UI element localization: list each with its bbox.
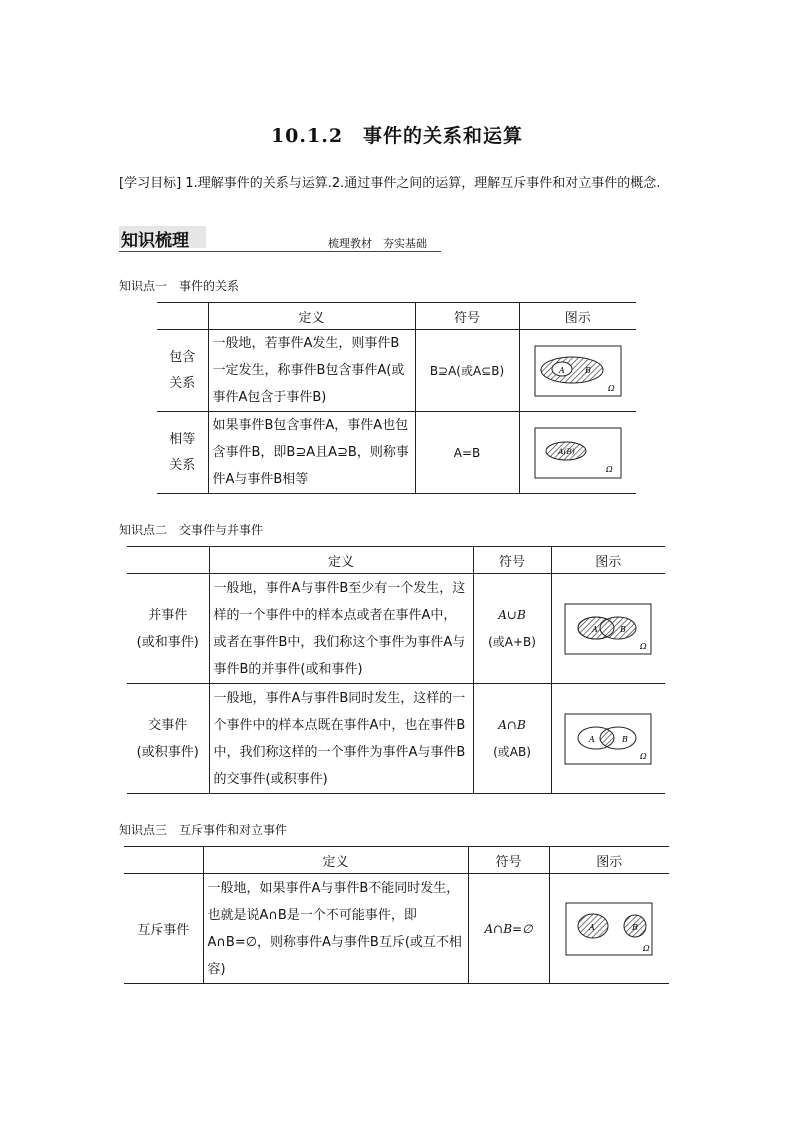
venn-intersection-diagram [564,713,652,765]
venn-label-b: B [584,365,591,375]
kp2-row1-sym [473,574,551,684]
kp3-table [124,846,669,984]
kp1-row2-sym: A=B [415,412,519,494]
kp2-row1-fig [551,574,665,684]
kp2-row1-name [127,574,209,684]
kp3-row1-name: 互斥事件 [124,874,203,984]
kp2-row1-sym-alt: (或A+B) [488,634,536,649]
venn-label-a: A [589,734,596,744]
venn-union-diagram [564,603,652,655]
goal-tag: [学习目标] [119,176,182,191]
kp2-header-fig: 图示 [551,547,665,574]
kp1-row1-fig [519,330,636,412]
kp1-row1-sym: B⊇A(或A⊆B) [415,330,519,412]
venn-disjoint-diagram [565,902,653,956]
kp1-row1-def: 一般地，若事件A发生，则事件B一定发生，称事件B包含事件A(或事件A包含于事件B) [208,330,415,412]
kp2-row2-sym-alt: (或AB) [493,744,531,759]
kp2-row1-sym-main: A∪B [498,607,526,622]
venn-label-omega: Ω [643,943,650,953]
page-title: 10.1.2 事件的关系和运算 [270,125,524,147]
kp2-header-sym: 符号 [473,547,551,574]
venn-label-b: B [622,734,629,744]
kp2-row2-name [127,684,209,794]
kp3-row1-fig [549,874,669,984]
venn-label-ab: A(B) [557,446,575,456]
kp3-row1-def: 一般地，如果事件A与事件B不能同时发生，也就是说A∩B是一个不可能事件，即A∩B=∅，则称事件A与事件B互斥(或互不相容) [203,874,468,984]
kp3-title: 知识点三 互斥事件和对立事件 [119,823,288,837]
venn-label-a: A [558,365,565,375]
kp1-table [157,302,636,494]
goal-text: 1.理解事件的关系与运算.2.通过事件之间的运算，理解互斥事件和对立事件的概念. [185,176,661,191]
kp1-header-fig: 图示 [519,303,636,330]
kp2-table [127,546,665,794]
venn-label-omega: Ω [640,751,647,761]
kp2-title: 知识点二 交事件与并事件 [119,523,264,537]
kp3-header-sym: 符号 [468,847,549,874]
kp2-row1-def: 一般地，事件A与事件B至少有一个发生，这样的一个事件中的样本点或者在事件A中，或者在事件B中，我们称这个事件为事件A与事件B的并事件(或和事件) [209,574,473,684]
kp3-header-def: 定义 [203,847,468,874]
venn-containment-diagram [534,345,622,397]
venn-label-a: A [592,624,599,634]
venn-label-omega: Ω [607,383,615,393]
kp2-header-def: 定义 [209,547,473,574]
kp2-row2-sym-main: A∩B [498,717,526,732]
kp2-row1-name-alt: (或和事件) [136,634,199,650]
kp1-row2-def: 如果事件B包含事件A，事件A也包含事件B，即B⊇A且A⊇B，则称事件A与事件B相等 [208,412,415,494]
venn-label-a: A [589,922,596,932]
kp1-header-sym: 符号 [415,303,519,330]
learning-goal [119,170,679,197]
kp2-header-empty [127,547,209,574]
venn-label-omega: Ω [605,464,613,474]
venn-equal-diagram [534,427,622,479]
venn-label-b: B [632,922,639,932]
kp2-row2-def: 一般地，事件A与事件B同时发生，这样的一个事件中的样本点既在事件A中，也在事件B中，我们称这样的一个事件为事件A与事件B的交事件(或积事件) [209,684,473,794]
section-header [119,224,441,254]
kp1-row2-fig [519,412,636,494]
kp3-header-fig: 图示 [549,847,669,874]
kp2-row1-name-main: 并事件 [148,607,188,623]
kp3-row1-sym: A∩B=∅ [468,874,549,984]
kp3-header-empty [124,847,203,874]
kp1-row1-name: 包含 关系 [157,330,208,412]
venn-label-b: B [620,624,627,634]
section-divider [119,251,441,252]
kp1-row2-name: 相等 关系 [157,412,208,494]
kp1-title: 知识点一 事件的关系 [119,279,240,293]
kp2-row2-fig [551,684,665,794]
kp2-row2-sym [473,684,551,794]
kp2-row2-name-main: 交事件 [148,717,188,733]
kp1-header-def: 定义 [208,303,415,330]
section-title: 知识梳理 [121,231,189,251]
section-subtitle: 梳理教材 夯实基础 [328,237,427,250]
venn-label-omega: Ω [640,641,647,651]
kp2-row2-name-alt: (或积事件) [136,744,199,760]
kp1-header-empty [157,303,208,330]
